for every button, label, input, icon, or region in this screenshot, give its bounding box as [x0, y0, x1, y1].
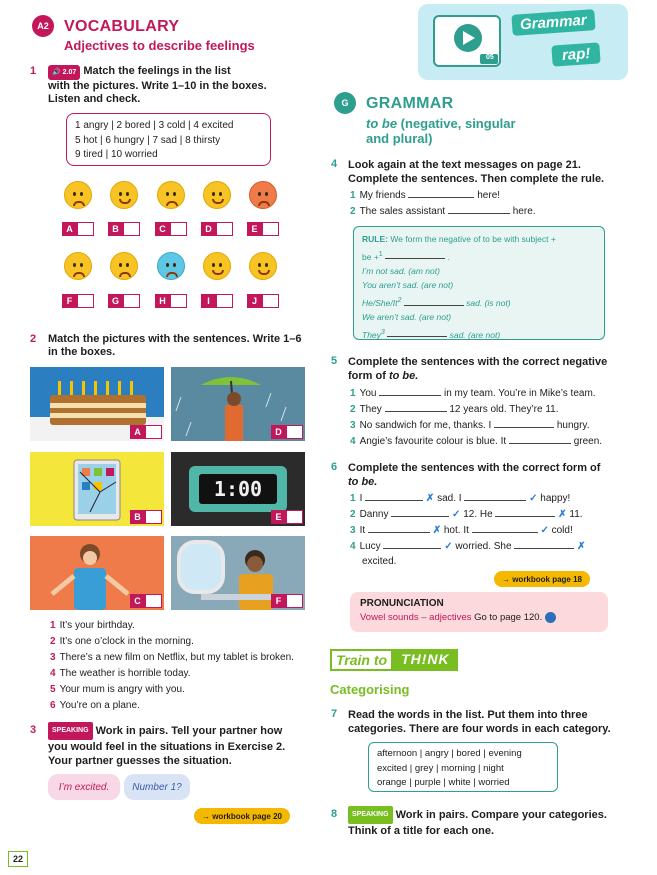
- cross-icon: ✗: [425, 493, 435, 504]
- grammar-icon: G: [334, 92, 356, 114]
- box-h-answer[interactable]: [170, 294, 187, 308]
- ex3-instructions: [48, 722, 285, 768]
- ex5-item-a: They: [359, 404, 382, 415]
- rule-line5b: sad. (is not): [466, 297, 511, 308]
- ex4-number: 4: [331, 158, 338, 170]
- picture-f-answer[interactable]: [286, 594, 303, 608]
- rule-line7b: sad. (are not): [449, 329, 501, 340]
- ex5-line2b: to be.: [388, 370, 419, 382]
- ex6-item-3: 3 It ✗ hot. It ✓ cold!: [350, 525, 573, 536]
- face-j-emoji: [249, 252, 277, 280]
- ex1-number: 1: [30, 65, 37, 77]
- face-c-emoji: [157, 181, 185, 209]
- ex6-line1: Complete the sentences with the correct form of: [348, 462, 601, 474]
- audio-bubble-icon[interactable]: [545, 612, 556, 623]
- ex6-item1-c: happy!: [540, 493, 571, 504]
- ex3-number: 3: [30, 724, 37, 736]
- box-c-letter: C: [155, 222, 170, 236]
- ex5-item-1: [350, 388, 596, 399]
- ex5-item-b: 12 years old. They’re 11.: [449, 404, 559, 415]
- rule-line2: be +: [362, 251, 379, 262]
- ex2-instructions: [48, 333, 301, 359]
- box-g[interactable]: [108, 294, 140, 308]
- sentence-text: The weather is horrible today.: [59, 668, 191, 679]
- ex5-item-num: 4: [350, 436, 356, 447]
- box-i[interactable]: [201, 294, 233, 308]
- sentence-text: You’re on a plane.: [59, 700, 140, 711]
- picture-e-answer[interactable]: [286, 510, 303, 524]
- video-play-icon[interactable]: [432, 14, 502, 68]
- ex3-line2: you would feel in the situations in Exercise 2.: [48, 741, 286, 753]
- ex1-line1: Match the feelings in the list: [83, 65, 231, 77]
- feelings-row2: 5 hot | 6 hungry | 7 sad | 8 thirsty: [75, 134, 221, 146]
- ex6-item4-c: excited.: [362, 556, 397, 567]
- ex6-item4-blank1[interactable]: [383, 548, 441, 549]
- ex5-item-2: [350, 404, 559, 415]
- ex3-line1: Work in pairs. Tell your partner how: [95, 724, 283, 737]
- audio-icon[interactable]: 🔊 2.07: [48, 65, 80, 80]
- rule-line3: I’m not sad. (am not): [362, 265, 440, 276]
- ex5-item-3: [350, 420, 589, 431]
- feelings-row1: 1 angry | 2 bored | 3 cold | 4 excited: [75, 120, 234, 131]
- grammar-rap-line1: Grammar: [519, 11, 588, 34]
- picture-c-box[interactable]: [130, 594, 162, 608]
- ex5-item-a: You: [359, 388, 377, 399]
- ex8-line1: Work in pairs. Compare your categories.: [395, 808, 607, 821]
- ex4-item1-blank[interactable]: [408, 197, 474, 198]
- ex5-item-b: green.: [573, 436, 603, 447]
- sentence-text: It’s one o’clock in the morning.: [59, 636, 194, 647]
- ex3-line3: Your partner guesses the situation.: [48, 755, 232, 767]
- ex4-item-1: 1 My friends here!: [350, 190, 501, 201]
- box-j-letter: J: [247, 294, 262, 308]
- ex6-item4-b: worried. She: [455, 541, 512, 552]
- ex6-item1-blank1[interactable]: [365, 500, 423, 501]
- box-b-letter: B: [108, 222, 123, 236]
- box-c-answer[interactable]: [170, 222, 187, 236]
- ex5-item-num: 2: [350, 404, 356, 415]
- picture-c-angry-mum: [30, 536, 164, 610]
- ex5-item-num: 1: [350, 388, 356, 399]
- picture-c-answer[interactable]: [145, 594, 162, 608]
- feelings-row3: 9 tired | 10 worried: [75, 149, 158, 160]
- train-to-think-banner: [330, 649, 458, 671]
- words-row2: excited | grey | morning | night: [377, 762, 504, 774]
- ex6-item-1: 1 I ✗ sad. I ✓ happy!: [350, 493, 571, 504]
- ex6-item1-b: sad. I: [437, 493, 462, 504]
- ex6-item4-a: Lucy: [359, 541, 381, 552]
- clock-time: 1:00: [213, 477, 263, 501]
- box-a-letter: A: [62, 222, 77, 236]
- ex5-item-num: 3: [350, 420, 356, 431]
- face-f-emoji: [64, 252, 92, 280]
- ex4-line2: Complete the sentences. Then complete the rule.: [348, 173, 605, 185]
- ex5-instructions: [348, 355, 607, 383]
- picture-b-letter: B: [130, 510, 145, 524]
- ex5-item4-blank[interactable]: [509, 443, 571, 444]
- ex7-line1: Read the words in the list. Put them into three: [348, 709, 588, 721]
- pronunciation-link[interactable]: Go to page 120.: [474, 612, 543, 624]
- sentence-number: 2: [50, 636, 56, 647]
- ex5-item-b: in my team. You’re in Mike’s team.: [444, 388, 596, 399]
- picture-b-box[interactable]: [130, 510, 162, 524]
- box-c[interactable]: [155, 222, 187, 236]
- audio-track: 2.07: [62, 69, 77, 76]
- grammar-rap-line2: rap!: [561, 45, 591, 64]
- ex6-item-4-cont: [362, 556, 396, 567]
- sentence-1: [50, 620, 135, 631]
- box-d-letter: D: [201, 222, 216, 236]
- ex2-number: 2: [30, 333, 37, 345]
- grammar-title: GRAMMAR: [366, 95, 454, 112]
- categories-word-box: [368, 742, 558, 792]
- workbook-link-page18[interactable]: → workbook page 18: [494, 571, 590, 587]
- rule-line1: We form the negative of to be with subject +: [390, 234, 556, 244]
- ex5-item3-blank[interactable]: [494, 427, 554, 428]
- cross-icon: ✗: [432, 525, 442, 536]
- face-h-emoji: [157, 252, 185, 280]
- picture-f-on-plane: [171, 536, 305, 610]
- ex6-item3-c: cold!: [551, 525, 573, 536]
- ex6-item2-b: 12. He: [463, 509, 493, 520]
- picture-e-box[interactable]: [271, 510, 303, 524]
- face-b-emoji: [110, 181, 138, 209]
- box-i-answer[interactable]: [216, 294, 233, 308]
- grammar-rap-title-2: [551, 42, 601, 66]
- ex4-line1: Look again at the text messages on page 21.: [348, 159, 581, 171]
- rule-blank-2[interactable]: [404, 305, 464, 306]
- picture-d-rainy-weather: [171, 367, 305, 441]
- ex6-item3-b: hot. It: [443, 525, 469, 536]
- sentence-text: There’s a new film on Netflix, but my tablet is broken.: [59, 652, 294, 663]
- picture-b-answer[interactable]: [145, 510, 162, 524]
- box-j[interactable]: [247, 294, 279, 308]
- rule-blank-1[interactable]: [385, 258, 445, 259]
- picture-e-alarm-clock: [171, 452, 305, 526]
- speech-bubble-excited: I’m excited.: [48, 774, 120, 800]
- grammar-subtitle-line1: (negative, singular: [397, 116, 516, 131]
- picture-a-birthday-cake: [30, 367, 164, 441]
- ex1-instructions: [48, 65, 267, 106]
- box-h-letter: H: [155, 294, 170, 308]
- rule-line5a: He/She/It: [362, 297, 398, 308]
- box-e-answer[interactable]: [262, 222, 279, 236]
- think-label: TH!NK: [393, 649, 458, 671]
- picture-e-letter: E: [271, 510, 286, 524]
- page-number-box: [8, 851, 28, 867]
- feelings-word-box: [66, 113, 271, 166]
- picture-d-letter: D: [271, 425, 286, 439]
- pronunciation-title: PRONUNCIATION: [360, 598, 444, 609]
- ex6-item2-blank2[interactable]: [495, 516, 555, 517]
- ex5-item-4: [350, 436, 602, 447]
- sentence-number: 5: [50, 684, 56, 695]
- rule-line4: You aren’t sad. (are not): [362, 280, 454, 291]
- sentence-4: [50, 668, 191, 679]
- clock-display: [199, 474, 277, 504]
- pronunciation-topic: Vowel sounds – adjectives: [360, 612, 472, 624]
- vocabulary-title: VOCABULARY: [64, 18, 180, 35]
- rule-head: RULE:: [362, 234, 388, 244]
- tick-icon: ✓: [452, 509, 461, 520]
- speaking-badge: SPEAKING: [48, 722, 93, 740]
- face-g-emoji: [110, 252, 138, 280]
- sentence-text: It’s your birthday.: [59, 620, 135, 631]
- ex4-item1-end: here!: [477, 190, 501, 201]
- ex8-number: 8: [331, 808, 338, 820]
- picture-f-letter: F: [271, 594, 286, 608]
- ex6-item2-blank1[interactable]: [391, 516, 449, 517]
- page-number: 22: [12, 854, 23, 864]
- face-i-emoji: [203, 252, 231, 280]
- ex2-line2: in the boxes.: [48, 346, 116, 358]
- box-g-answer[interactable]: [123, 294, 140, 308]
- ex8-instructions: [348, 806, 607, 838]
- cross-icon: ✗: [558, 509, 567, 520]
- ex5-number: 5: [331, 355, 338, 367]
- grammar-subtitle: [366, 116, 516, 146]
- sentence-number: 4: [50, 668, 56, 679]
- ex8-line2: Think of a title for each one.: [348, 825, 495, 837]
- vocabulary-icon: [32, 15, 54, 37]
- sentence-number: 3: [50, 652, 56, 663]
- rule-line6: We aren’t sad. (are not): [362, 312, 452, 323]
- vocabulary-icon-text: A2: [37, 21, 49, 31]
- ex7-line2: categories. There are four words in each category.: [348, 723, 611, 735]
- speech-bubble-number: Number 1?: [124, 774, 190, 800]
- face-e-emoji: [249, 181, 277, 209]
- ex6-item2-c: 11.: [569, 509, 583, 520]
- vocabulary-subtitle: Adjectives to describe feelings: [64, 38, 255, 53]
- ex6-item-4: 4 Lucy ✓ worried. She ✗: [350, 541, 586, 552]
- ex6-item3-blank2[interactable]: [472, 532, 538, 533]
- box-f-letter: F: [62, 294, 77, 308]
- rule-box: RULE: We form the negative of to be with subject + be +$^1$ . I’m not sad. (am not) You aren’t sad. (are not) He/She/It$^2$ sad. (is not) We aren’t sad. (are not) They$^3$ sad. (are not): [353, 226, 605, 340]
- box-j-answer[interactable]: [262, 294, 279, 308]
- ex4-item2-end: here.: [512, 206, 536, 217]
- grammar-subtitle-italic: to be: [366, 116, 398, 131]
- cross-icon: ✗: [577, 541, 586, 552]
- box-h[interactable]: [155, 294, 187, 308]
- ex4-item-2: 2 The sales assistant here.: [350, 206, 536, 217]
- box-d[interactable]: [201, 222, 233, 236]
- ex5-item2-blank[interactable]: [385, 411, 447, 412]
- ex6-item2-a: Danny: [359, 509, 389, 520]
- train-to-label: Train to: [330, 649, 393, 671]
- ex7-number: 7: [331, 708, 338, 720]
- ex5-item1-blank[interactable]: [379, 395, 441, 396]
- picture-c-letter: C: [130, 594, 145, 608]
- ex5-line1: Complete the sentences with the correct negative: [348, 356, 608, 368]
- picture-b-broken-tablet: [30, 452, 164, 526]
- ex6-instructions: [348, 461, 600, 489]
- ex6-line2: to be.: [348, 476, 378, 488]
- sentence-text: Your mum is angry with you.: [59, 684, 185, 695]
- ex6-item-2: 2 Danny ✓ 12. He ✗ 11.: [350, 509, 583, 520]
- ex6-number: 6: [331, 461, 338, 473]
- face-d-emoji: [203, 181, 231, 209]
- box-d-answer[interactable]: [216, 222, 233, 236]
- pronunciation-box: [350, 592, 608, 632]
- ex5-item-a: Angie’s favourite colour is blue. It: [359, 436, 507, 447]
- box-e[interactable]: [247, 222, 279, 236]
- box-f[interactable]: [62, 294, 94, 308]
- rule-blank-3[interactable]: [387, 336, 447, 337]
- picture-a-box[interactable]: [130, 425, 162, 439]
- box-f-answer[interactable]: [77, 294, 94, 308]
- ex2-line1: Match the pictures with the sentences. Write 1–6: [48, 333, 302, 345]
- picture-d-answer[interactable]: [286, 425, 303, 439]
- tick-icon: ✓: [540, 525, 549, 536]
- ex6-item1-a: I: [359, 493, 363, 504]
- box-e-letter: E: [247, 222, 262, 236]
- box-a-answer[interactable]: [77, 222, 94, 236]
- rule-line7a: They: [362, 329, 381, 340]
- box-a[interactable]: [62, 222, 94, 236]
- ex6-item3-a: It: [359, 525, 366, 536]
- box-g-letter: G: [108, 294, 123, 308]
- ex6-item1-blank2[interactable]: [464, 500, 526, 501]
- box-b-answer[interactable]: [123, 222, 140, 236]
- tick-icon: ✓: [529, 493, 538, 504]
- ex4-item1-text: My friends: [359, 190, 406, 201]
- speaking-badge: SPEAKING: [348, 806, 393, 824]
- categorising-title: Categorising: [330, 682, 410, 697]
- words-row3: orange | purple | white | worried: [377, 777, 510, 788]
- tick-icon: ✓: [444, 541, 453, 552]
- picture-d-box[interactable]: [271, 425, 303, 439]
- box-i-letter: I: [201, 294, 216, 308]
- sentence-6: [50, 700, 140, 711]
- face-a-emoji: [64, 181, 92, 209]
- ex5-item-a: No sandwich for me, thanks. I: [359, 420, 492, 431]
- ex7-instructions: [348, 708, 611, 736]
- sentence-number: 1: [50, 620, 56, 631]
- ex5-line2a: form of: [348, 370, 389, 382]
- box-b[interactable]: [108, 222, 140, 236]
- workbook-link-page20[interactable]: → workbook page 20: [194, 808, 290, 824]
- sentence-3: [50, 652, 294, 663]
- sentence-number: 6: [50, 700, 56, 711]
- picture-a-answer[interactable]: [145, 425, 162, 439]
- ex1-line2: with the pictures. Write 1–10 in the boxes.: [48, 80, 267, 92]
- ex4-item2-blank[interactable]: [448, 213, 510, 214]
- words-row1: afternoon | angry | bored | evening: [377, 748, 522, 759]
- ex6-item3-blank1[interactable]: [368, 532, 430, 533]
- grammar-subtitle-line2: and plural): [366, 131, 433, 146]
- ex6-item4-blank2[interactable]: [514, 548, 574, 549]
- ex4-instructions: [348, 158, 604, 186]
- video-code: 05: [486, 54, 494, 61]
- sentence-2: [50, 636, 194, 647]
- ex5-item-b: hungry.: [556, 420, 590, 431]
- picture-a-letter: A: [130, 425, 145, 439]
- ex4-item2-text: The sales assistant: [359, 206, 446, 217]
- sentence-5: [50, 684, 185, 695]
- picture-f-box[interactable]: [271, 594, 303, 608]
- ex1-line3: Listen and check.: [48, 93, 141, 105]
